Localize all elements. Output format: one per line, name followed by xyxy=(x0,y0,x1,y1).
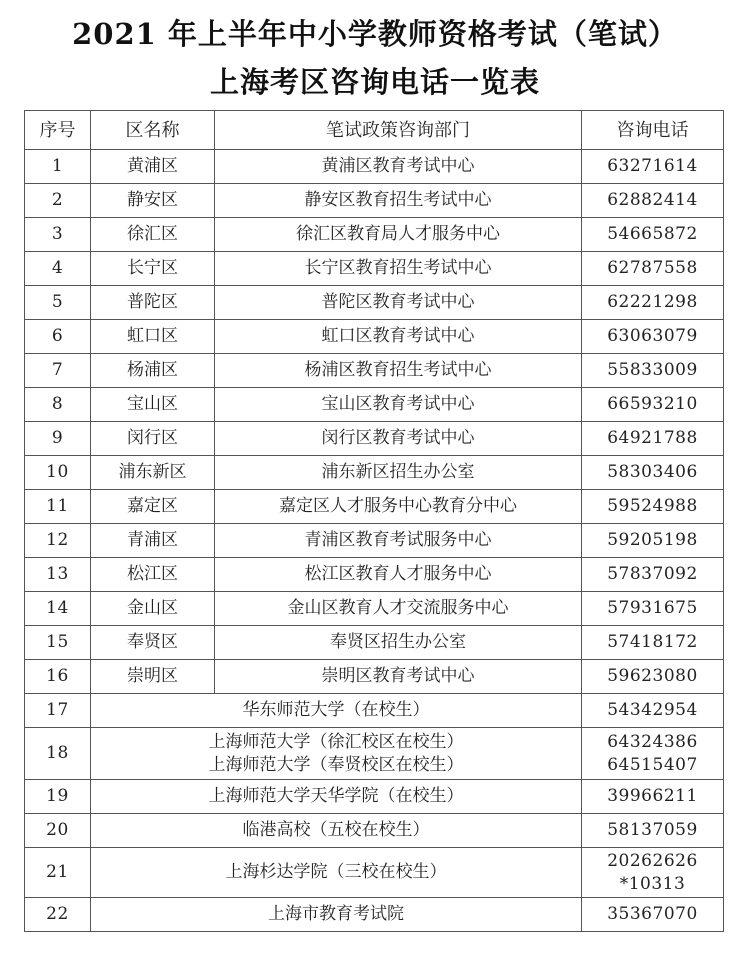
table-row xyxy=(25,490,724,524)
cell-department-line-1: 上海师范大学（徐汇校区在校生） xyxy=(208,731,464,752)
cell-department: 金山区教育人才交流服务中心 xyxy=(215,592,582,626)
cell-department: 崇明区教育考试中心 xyxy=(215,660,582,694)
cell-phone: 39966211 xyxy=(582,780,724,814)
table-row xyxy=(25,728,724,780)
cell-district: 闵行区 xyxy=(91,422,215,456)
table-row xyxy=(25,184,724,218)
cell-department: 上海市教育考试院 xyxy=(91,898,582,932)
cell-phone: 57931675 xyxy=(582,592,724,626)
cell-phone: 59524988 xyxy=(582,490,724,524)
table-row xyxy=(25,388,724,422)
table-row xyxy=(25,558,724,592)
table-row xyxy=(25,150,724,184)
table-row xyxy=(25,848,724,898)
cell-department: 静安区教育招生考试中心 xyxy=(215,184,582,218)
cell-phone: 66593210 xyxy=(582,388,724,422)
table-row xyxy=(25,814,724,848)
cell-department: 奉贤区招生办公室 xyxy=(215,626,582,660)
cell-department: 松江区教育人才服务中心 xyxy=(215,558,582,592)
cell-phone xyxy=(582,728,724,780)
cell-department: 临港高校（五校在校生） xyxy=(91,814,582,848)
cell-department-line-2: 上海师范大学（奉贤校区在校生） xyxy=(208,754,464,775)
table-row xyxy=(25,660,724,694)
cell-phone: 62221298 xyxy=(582,286,724,320)
table-row xyxy=(25,694,724,728)
cell-phone: 57837092 xyxy=(582,558,724,592)
table-row xyxy=(25,422,724,456)
table-row xyxy=(25,524,724,558)
document-title-line-1: 2021 年上半年中小学教师资格考试（笔试） xyxy=(72,17,678,51)
cell-phone: 35367070 xyxy=(582,898,724,932)
cell-department: 上海师范大学天华学院（在校生） xyxy=(91,780,582,814)
cell-phone: 63271614 xyxy=(582,150,724,184)
cell-index: 10 xyxy=(25,456,91,490)
cell-department: 宝山区教育考试中心 xyxy=(215,388,582,422)
cell-district: 金山区 xyxy=(91,592,215,626)
cell-department: 杨浦区教育招生考试中心 xyxy=(215,354,582,388)
table-header-row xyxy=(25,111,724,150)
cell-phone-line-1: 20262626 xyxy=(607,850,698,871)
cell-department: 上海杉达学院（三校在校生） xyxy=(91,848,582,898)
document-title-line-2: 上海考区咨询电话一览表 xyxy=(209,65,540,99)
header-district: 区名称 xyxy=(91,111,215,150)
cell-index: 6 xyxy=(25,320,91,354)
cell-department: 嘉定区人才服务中心教育分中心 xyxy=(215,490,582,524)
cell-index: 17 xyxy=(25,694,91,728)
cell-index: 5 xyxy=(25,286,91,320)
cell-index: 3 xyxy=(25,218,91,252)
cell-phone-line-2: 64515407 xyxy=(607,754,698,775)
table-row xyxy=(25,456,724,490)
cell-phone-line-1: 64324386 xyxy=(607,731,698,752)
cell-department: 虹口区教育考试中心 xyxy=(215,320,582,354)
header-department: 笔试政策咨询部门 xyxy=(215,111,582,150)
cell-index: 4 xyxy=(25,252,91,286)
cell-department: 浦东新区招生办公室 xyxy=(215,456,582,490)
cell-index: 13 xyxy=(25,558,91,592)
cell-phone: 64921788 xyxy=(582,422,724,456)
cell-district: 奉贤区 xyxy=(91,626,215,660)
cell-phone: 63063079 xyxy=(582,320,724,354)
cell-index: 2 xyxy=(25,184,91,218)
table-row xyxy=(25,354,724,388)
cell-index: 14 xyxy=(25,592,91,626)
table-row xyxy=(25,780,724,814)
cell-phone: 59623080 xyxy=(582,660,724,694)
cell-district: 宝山区 xyxy=(91,388,215,422)
cell-department xyxy=(91,728,582,780)
cell-district: 普陀区 xyxy=(91,286,215,320)
cell-index: 11 xyxy=(25,490,91,524)
cell-district: 长宁区 xyxy=(91,252,215,286)
cell-index: 1 xyxy=(25,150,91,184)
table-row xyxy=(25,252,724,286)
cell-district: 黄浦区 xyxy=(91,150,215,184)
cell-district: 青浦区 xyxy=(91,524,215,558)
table-body xyxy=(25,150,724,932)
cell-phone: 54665872 xyxy=(582,218,724,252)
cell-index: 19 xyxy=(25,780,91,814)
header-index: 序号 xyxy=(25,111,91,150)
cell-department: 闵行区教育考试中心 xyxy=(215,422,582,456)
cell-index: 16 xyxy=(25,660,91,694)
cell-phone xyxy=(582,848,724,898)
cell-district: 虹口区 xyxy=(91,320,215,354)
table-row xyxy=(25,320,724,354)
cell-phone: 62787558 xyxy=(582,252,724,286)
cell-index: 9 xyxy=(25,422,91,456)
cell-department: 长宁区教育招生考试中心 xyxy=(215,252,582,286)
cell-district: 静安区 xyxy=(91,184,215,218)
cell-index: 21 xyxy=(25,848,91,898)
cell-index: 20 xyxy=(25,814,91,848)
table-row xyxy=(25,898,724,932)
table-row xyxy=(25,626,724,660)
cell-index: 8 xyxy=(25,388,91,422)
cell-district: 徐汇区 xyxy=(91,218,215,252)
table-row xyxy=(25,218,724,252)
header-phone: 咨询电话 xyxy=(582,111,724,150)
cell-district: 浦东新区 xyxy=(91,456,215,490)
cell-department: 徐汇区教育局人才服务中心 xyxy=(215,218,582,252)
cell-phone: 58137059 xyxy=(582,814,724,848)
cell-district: 松江区 xyxy=(91,558,215,592)
table-row xyxy=(25,592,724,626)
cell-index: 22 xyxy=(25,898,91,932)
cell-department: 青浦区教育考试服务中心 xyxy=(215,524,582,558)
cell-index: 15 xyxy=(25,626,91,660)
table-row xyxy=(25,286,724,320)
cell-department: 普陀区教育考试中心 xyxy=(215,286,582,320)
cell-district: 杨浦区 xyxy=(91,354,215,388)
cell-phone: 59205198 xyxy=(582,524,724,558)
cell-phone-line-2: *10313 xyxy=(619,873,686,894)
contact-table xyxy=(24,110,724,932)
cell-phone: 54342954 xyxy=(582,694,724,728)
cell-phone: 57418172 xyxy=(582,626,724,660)
cell-phone: 58303406 xyxy=(582,456,724,490)
cell-department: 华东师范大学（在校生） xyxy=(91,694,582,728)
cell-phone: 62882414 xyxy=(582,184,724,218)
cell-district: 崇明区 xyxy=(91,660,215,694)
cell-district: 嘉定区 xyxy=(91,490,215,524)
cell-department: 黄浦区教育考试中心 xyxy=(215,150,582,184)
cell-phone: 55833009 xyxy=(582,354,724,388)
cell-index: 7 xyxy=(25,354,91,388)
cell-index: 12 xyxy=(25,524,91,558)
cell-index: 18 xyxy=(25,728,91,780)
